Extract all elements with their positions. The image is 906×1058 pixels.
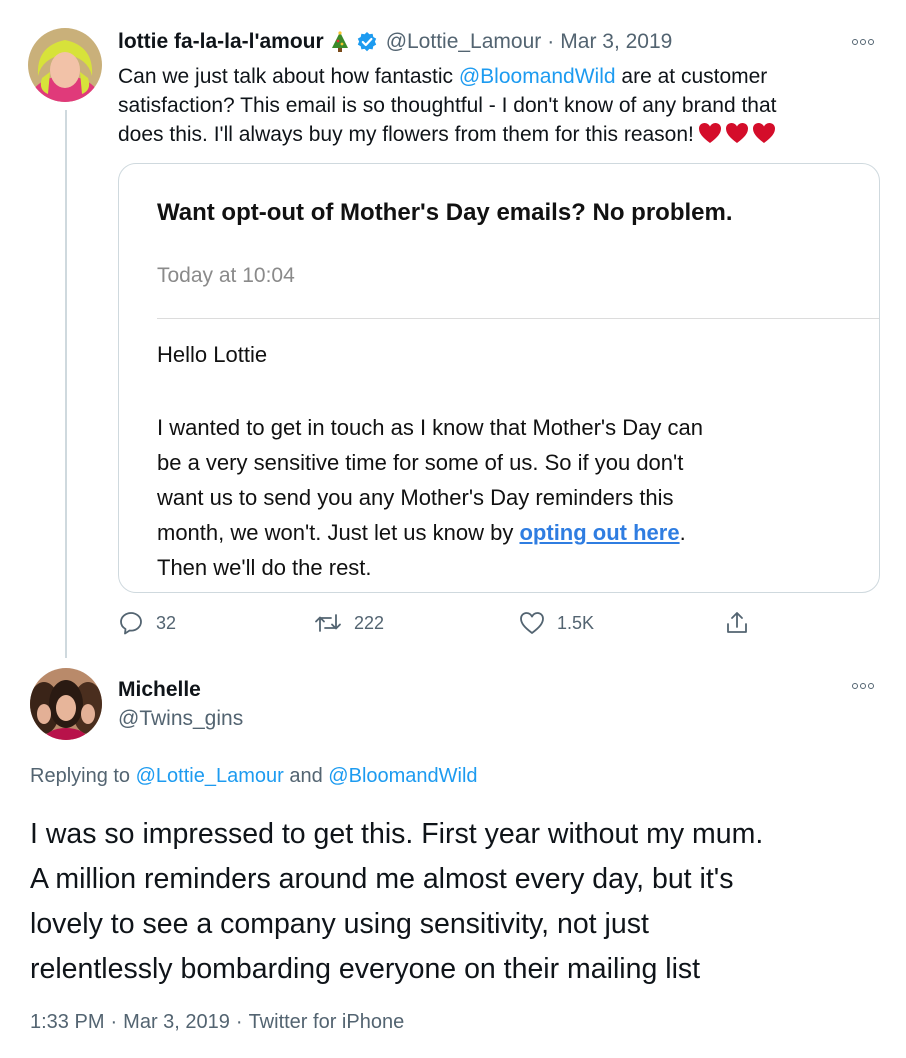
author-handle[interactable]: @Lottie_Lamour bbox=[385, 30, 542, 53]
replying-to-line: Replying to @Lottie_Lamour and @BloomandWild bbox=[30, 765, 478, 787]
reply-author-handle[interactable]: @Twins_gins bbox=[118, 707, 244, 730]
reply-source: Twitter for iPhone bbox=[248, 1011, 405, 1033]
email-time: Today at 10:04 bbox=[157, 264, 295, 287]
email-greeting: Hello Lottie bbox=[157, 342, 268, 367]
reply-count: 32 bbox=[156, 612, 177, 633]
reply-time[interactable]: 1:33 PM bbox=[30, 1011, 105, 1033]
author-name[interactable]: lottie fa-la-la-l'amour bbox=[118, 30, 324, 53]
heart-emoji-icon bbox=[698, 122, 776, 144]
separator-dot: · bbox=[547, 30, 555, 53]
thread-connector-line bbox=[65, 110, 67, 658]
michelle-avatar[interactable] bbox=[30, 668, 102, 740]
tweet-header bbox=[118, 30, 672, 54]
lottie-avatar[interactable] bbox=[28, 28, 102, 102]
retweet-count: 222 bbox=[354, 612, 385, 633]
opt-out-link[interactable]: opting out here bbox=[519, 520, 680, 545]
like-count: 1.5K bbox=[557, 612, 595, 633]
like-action[interactable] bbox=[519, 608, 594, 638]
reply-text-line: I was so impressed to get this. First year without my mum. bbox=[30, 818, 764, 850]
email-body-line: I wanted to get in touch as I know that Mother's Day can bbox=[157, 415, 703, 440]
reply-meta bbox=[30, 1011, 404, 1034]
email-body-line: want us to send you any Mother's Day reminders this bbox=[157, 485, 674, 510]
more-options-icon[interactable] bbox=[852, 683, 874, 689]
reply-text-line: A million reminders around me almost every day, but it's bbox=[30, 863, 734, 895]
reply-author-name[interactable]: Michelle bbox=[118, 678, 201, 701]
reply-icon bbox=[118, 610, 144, 636]
mention-link[interactable]: @Lottie_Lamour bbox=[135, 765, 284, 787]
retweet-action[interactable] bbox=[314, 608, 384, 638]
email-body-line: Then we'll do the rest. bbox=[157, 555, 372, 580]
email-body-line: month, we won't. Just let us know by opting out here. bbox=[157, 520, 686, 545]
reply-text-line: relentlessly bombarding everyone on their mailing list bbox=[30, 953, 701, 985]
mention-link[interactable]: @BloomandWild bbox=[328, 765, 478, 787]
email-body bbox=[157, 410, 857, 585]
separator-dot: · bbox=[235, 1011, 243, 1033]
tweet-text-line: satisfaction? This email is so thoughtful - I don't know of any brand that bbox=[118, 94, 777, 117]
reply-date[interactable]: Mar 3, 2019 bbox=[123, 1011, 230, 1033]
tweet-text-line: Can we just talk about how fantastic @BloomandWild are at customer bbox=[118, 65, 768, 88]
retweet-icon bbox=[314, 610, 342, 636]
share-action[interactable] bbox=[725, 608, 749, 638]
christmas-tree-icon bbox=[330, 31, 350, 53]
email-body-line: be a very sensitive time for some of us. So if you don't bbox=[157, 450, 684, 475]
heart-outline-icon bbox=[519, 611, 545, 635]
email-subject: Want opt-out of Mother's Day emails? No problem. bbox=[157, 199, 733, 226]
tweet-date[interactable]: Mar 3, 2019 bbox=[560, 30, 673, 53]
tweet-text-line: does this. I'll always buy my flowers from them for this reason! bbox=[118, 120, 878, 149]
separator-dot: · bbox=[110, 1011, 118, 1033]
email-divider bbox=[157, 318, 879, 319]
share-icon bbox=[725, 610, 749, 636]
email-screenshot-image[interactable] bbox=[118, 163, 880, 593]
mention-link[interactable]: @BloomandWild bbox=[458, 65, 616, 88]
more-options-icon[interactable] bbox=[852, 39, 874, 45]
verified-badge-icon bbox=[356, 31, 378, 53]
reply-action[interactable] bbox=[118, 608, 176, 638]
reply-text-line: lovely to see a company using sensitivity, not just bbox=[30, 908, 649, 940]
tweet-text bbox=[118, 62, 878, 149]
reply-text bbox=[30, 812, 890, 992]
